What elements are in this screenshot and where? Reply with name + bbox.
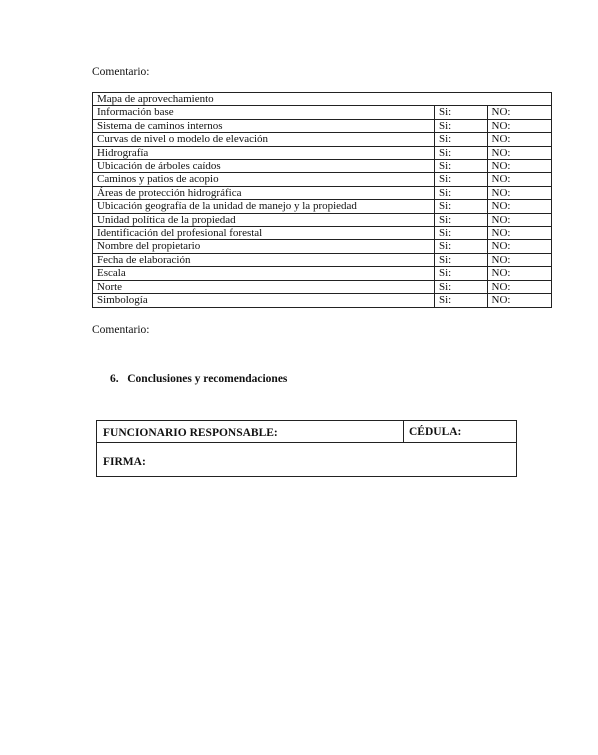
row-label: Sistema de caminos internos xyxy=(93,119,435,132)
table-row xyxy=(93,146,552,159)
table-row xyxy=(93,240,552,253)
no-cell: NO: xyxy=(487,186,552,199)
no-cell: NO: xyxy=(487,240,552,253)
table-row xyxy=(93,106,552,119)
si-cell: Si: xyxy=(434,240,487,253)
table-row xyxy=(93,213,552,226)
no-cell: NO: xyxy=(487,213,552,226)
si-cell: Si: xyxy=(434,106,487,119)
table-row xyxy=(93,173,552,186)
table-row xyxy=(93,227,552,240)
row-label: Simbología xyxy=(93,294,435,307)
id-label: CÉDULA: xyxy=(409,426,462,438)
section-title: Conclusiones y recomendaciones xyxy=(127,373,288,385)
map-checklist-table xyxy=(92,92,552,308)
section-heading xyxy=(110,373,287,385)
section-number: 6. xyxy=(110,373,119,385)
divider xyxy=(403,421,404,442)
si-cell: Si: xyxy=(434,146,487,159)
comment-label-top: Comentario: xyxy=(92,66,150,78)
row-label: Escala xyxy=(93,267,435,280)
table-row xyxy=(93,133,552,146)
no-cell: NO: xyxy=(487,280,552,293)
row-label: Identificación del profesional forestal xyxy=(93,227,435,240)
table-header: Mapa de aprovechamiento xyxy=(93,93,552,106)
row-label: Curvas de nivel o modelo de elevación xyxy=(93,133,435,146)
no-cell: NO: xyxy=(487,200,552,213)
no-cell: NO: xyxy=(487,133,552,146)
official-label: FUNCIONARIO RESPONSABLE: xyxy=(103,427,278,439)
no-cell: NO: xyxy=(487,119,552,132)
row-label: Ubicación geografía de la unidad de manejo y la propiedad xyxy=(93,200,435,213)
no-cell: NO: xyxy=(487,267,552,280)
si-cell: Si: xyxy=(434,200,487,213)
no-cell: NO: xyxy=(487,227,552,240)
si-cell: Si: xyxy=(434,186,487,199)
row-label: Unidad política de la propiedad xyxy=(93,213,435,226)
si-cell: Si: xyxy=(434,267,487,280)
row-label: Hidrografía xyxy=(93,146,435,159)
no-cell: NO: xyxy=(487,106,552,119)
row-label: Nombre del propietario xyxy=(93,240,435,253)
row-label: Áreas de protección hidrográfica xyxy=(93,186,435,199)
table-row xyxy=(93,253,552,266)
table-row xyxy=(93,280,552,293)
table-row xyxy=(93,267,552,280)
no-cell: NO: xyxy=(487,253,552,266)
si-cell: Si: xyxy=(434,160,487,173)
no-cell: NO: xyxy=(487,294,552,307)
row-label: Norte xyxy=(93,280,435,293)
si-cell: Si: xyxy=(434,119,487,132)
table-row xyxy=(93,119,552,132)
si-cell: Si: xyxy=(434,294,487,307)
divider xyxy=(97,442,516,443)
responsible-box xyxy=(96,420,517,477)
row-label: Ubicación de árboles caídos xyxy=(93,160,435,173)
si-cell: Si: xyxy=(434,253,487,266)
table-row xyxy=(93,200,552,213)
no-cell: NO: xyxy=(487,173,552,186)
table-header-row xyxy=(93,93,552,106)
no-cell: NO: xyxy=(487,160,552,173)
table-row xyxy=(93,186,552,199)
si-cell: Si: xyxy=(434,213,487,226)
table-row xyxy=(93,294,552,307)
row-label: Información base xyxy=(93,106,435,119)
comment-label-bottom: Comentario: xyxy=(92,324,150,336)
signature-label: FIRMA: xyxy=(103,456,146,468)
si-cell: Si: xyxy=(434,280,487,293)
si-cell: Si: xyxy=(434,133,487,146)
si-cell: Si: xyxy=(434,173,487,186)
table-row xyxy=(93,160,552,173)
row-label: Caminos y patios de acopio xyxy=(93,173,435,186)
row-label: Fecha de elaboración xyxy=(93,253,435,266)
si-cell: Si: xyxy=(434,227,487,240)
no-cell: NO: xyxy=(487,146,552,159)
